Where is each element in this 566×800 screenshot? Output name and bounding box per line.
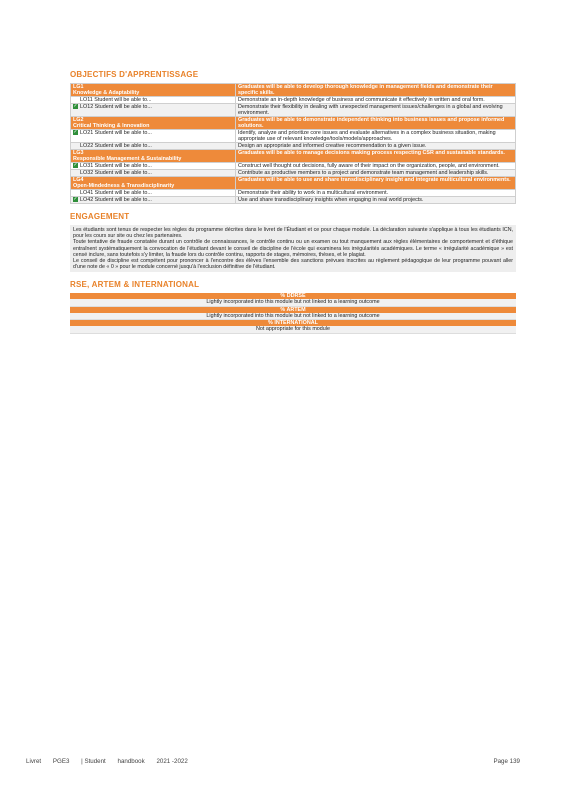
learning-goal-header bbox=[71, 150, 516, 163]
learning-goal-code: LG3 bbox=[73, 150, 84, 156]
rse-head-ddrse: % DDRSE bbox=[70, 293, 516, 299]
engagement-paragraph-3: Le conseil de discipline est compétent pour prononcer à l'encontre des élèves l'ensemble des sanctions prévues inscrites au règlement pédagogique de leur programme pouvant aller d'une note de « 0 » pour le module concerné jusqu'à l'exclusion définitive de l'étudiant. bbox=[73, 258, 513, 271]
engagement-paragraph-2: Toute tentative de fraude constatée durant un contrôle de connaissances, le contrôle continu ou un examen ou tout manquement aux règles élémentaires de comportement et d'éthique entraînent systématiquement la convocation de l'étudiant devant le conseil de discipline de l'école qui examinera les irrégularités académiques. Le terme « irrégularité académique » est censé inclure, sans toutefois s'y limiter, la fraude lors du contrôle continu, rapports de stages, mémoires, thèses, et le plagiat. bbox=[73, 239, 513, 258]
checkmark-icon: ✓ bbox=[73, 129, 78, 135]
learning-goal-description: Graduates will be able to demonstrate independent thinking into business issues and propose informed solutions. bbox=[236, 117, 516, 130]
learning-outcome-text: Contribute as productive members to a project and demonstrate team management and leadership skills. bbox=[236, 170, 516, 177]
footer-program: PGE3 bbox=[52, 758, 70, 765]
learning-outcome-text: Demonstrate their flexibility in dealing with unexpected management issues/challenges in a global and evolving environment. bbox=[236, 104, 516, 117]
footer-left bbox=[26, 758, 198, 765]
checkmark-icon bbox=[73, 143, 78, 148]
learning-outcome-label: LO11 Student will be able to... bbox=[80, 97, 152, 103]
checkmark-icon: ✓ bbox=[73, 103, 78, 109]
learning-outcome-row bbox=[71, 143, 516, 150]
page-content bbox=[70, 70, 516, 334]
footer-year: 2021 -2022 bbox=[156, 758, 188, 765]
objectives-title: OBJECTIFS D'APPRENTISSAGE bbox=[70, 70, 199, 79]
learning-goal-description: Graduates will be able to develop thorough knowledge in management fields and demonstrate their specific skills. bbox=[236, 84, 516, 97]
learning-outcome-text: Identify, analyze and prioritize core issues and evaluate alternatives in a complex business situation, making appropriate use of relevant knowledge/tools/models/approaches. bbox=[236, 130, 516, 143]
footer-handbook: handbook bbox=[117, 758, 145, 765]
engagement-paragraph-1: Les étudiants sont tenus de respecter les règles du programme décrites dans le livret de l'Étudiant et ce pour chaque module. La déclaration suivante s'applique à tous les étudiants ICN, pour les cours sur site ou chez les partenaires. bbox=[73, 227, 513, 240]
learning-goal-description: Graduates will be able to manage decisions making process respecting CSR and sustainable standards. bbox=[236, 150, 516, 163]
learning-outcome-row bbox=[71, 163, 516, 170]
learning-outcome-label-cell bbox=[71, 104, 236, 117]
learning-goal-name: Knowledge & Adaptability bbox=[73, 90, 140, 96]
learning-outcome-row bbox=[71, 130, 516, 143]
learning-outcome-text: Use and share transdisciplinary insights when engaging in real world projects. bbox=[236, 197, 516, 204]
learning-outcome-text: Construct well thought out decisions, fully aware of their impact on the organization, people, and environment. bbox=[236, 163, 516, 170]
learning-outcome-text: Design an appropriate and informed creative recommendation to a given issue. bbox=[236, 143, 516, 150]
learning-goal-header bbox=[71, 177, 516, 190]
learning-goal-description: Graduates will be able to use and share transdisciplinary insight and integrate multicultural environments. bbox=[236, 177, 516, 190]
learning-outcome-row bbox=[71, 104, 516, 117]
learning-goal-code: LG2 bbox=[73, 117, 84, 123]
learning-goal-header bbox=[71, 117, 516, 130]
checkmark-icon bbox=[73, 170, 78, 175]
rse-head-artem: % ARTEM bbox=[70, 307, 516, 313]
learning-outcome-label-cell bbox=[71, 190, 236, 197]
learning-outcome-label: LO42 Student will be able to... bbox=[80, 197, 152, 203]
learning-goal-name: Responsible Management & Sustainability bbox=[73, 156, 182, 162]
learning-goal-name: Critical Thinking & Innovation bbox=[73, 123, 150, 129]
learning-goal-name-cell bbox=[71, 84, 236, 97]
learning-goal-name: Open-Mindedness & Transdisciplinarity bbox=[73, 183, 175, 189]
footer-right bbox=[493, 758, 520, 765]
rse-head-international: % INTERNATIONAL bbox=[70, 320, 516, 326]
learning-outcome-row bbox=[71, 190, 516, 197]
learning-outcome-label-cell bbox=[71, 170, 236, 177]
learning-outcome-row bbox=[71, 170, 516, 177]
engagement-title: ENGAGEMENT bbox=[70, 212, 130, 221]
rse-body-ddrse: Lightly incorporated into this module but not linked to a learning outcome bbox=[70, 299, 516, 307]
learning-goal-name-cell bbox=[71, 177, 236, 190]
learning-outcome-label: LO12 Student will be able to... bbox=[80, 104, 152, 110]
engagement-box bbox=[70, 225, 516, 272]
learning-outcome-label-cell bbox=[71, 197, 236, 204]
footer-page-number: 139 bbox=[509, 758, 520, 765]
learning-outcome-text: Demonstrate their ability to work in a multicultural environment. bbox=[236, 190, 516, 197]
rse-body-artem: Lightly incorporated into this module but not linked to a learning outcome bbox=[70, 313, 516, 321]
learning-goal-name-cell bbox=[71, 150, 236, 163]
learning-outcome-row bbox=[71, 197, 516, 204]
footer-page-label: Page bbox=[493, 758, 508, 765]
learning-outcome-label: LO22 Student will be able to... bbox=[80, 143, 152, 149]
footer-livret: Livret bbox=[26, 758, 42, 765]
learning-outcome-text: Demonstrate an in-depth knowledge of business and communicate it effectively in written and oral form. bbox=[236, 97, 516, 104]
rse-table bbox=[70, 293, 516, 334]
checkmark-icon bbox=[73, 97, 78, 102]
page-footer bbox=[26, 758, 520, 765]
learning-outcome-label: LO21 Student will be able to... bbox=[80, 130, 152, 136]
learning-outcome-label-cell bbox=[71, 130, 236, 143]
checkmark-icon bbox=[73, 190, 78, 195]
learning-goal-name-cell bbox=[71, 117, 236, 130]
learning-goal-code: LG4 bbox=[73, 177, 84, 183]
rse-title: RSE, ARTEM & INTERNATIONAL bbox=[70, 280, 200, 290]
learning-outcome-label-cell bbox=[71, 97, 236, 104]
learning-goal-code: LG1 bbox=[73, 84, 84, 90]
learning-outcome-row bbox=[71, 97, 516, 104]
checkmark-icon: ✓ bbox=[73, 196, 78, 202]
learning-goal-header bbox=[71, 84, 516, 97]
objectives-table bbox=[70, 83, 516, 204]
learning-outcome-label: LO32 Student will be able to... bbox=[80, 170, 152, 176]
rse-body-international: Not appropriate for this module bbox=[70, 326, 516, 334]
learning-outcome-label: LO31 Student will be able to... bbox=[80, 163, 152, 169]
learning-outcome-label-cell bbox=[71, 163, 236, 170]
learning-outcome-label: LO41 Student will be able to... bbox=[80, 190, 152, 196]
learning-outcome-label-cell bbox=[71, 143, 236, 150]
footer-student: | Student bbox=[81, 758, 106, 765]
checkmark-icon: ✓ bbox=[73, 162, 78, 168]
